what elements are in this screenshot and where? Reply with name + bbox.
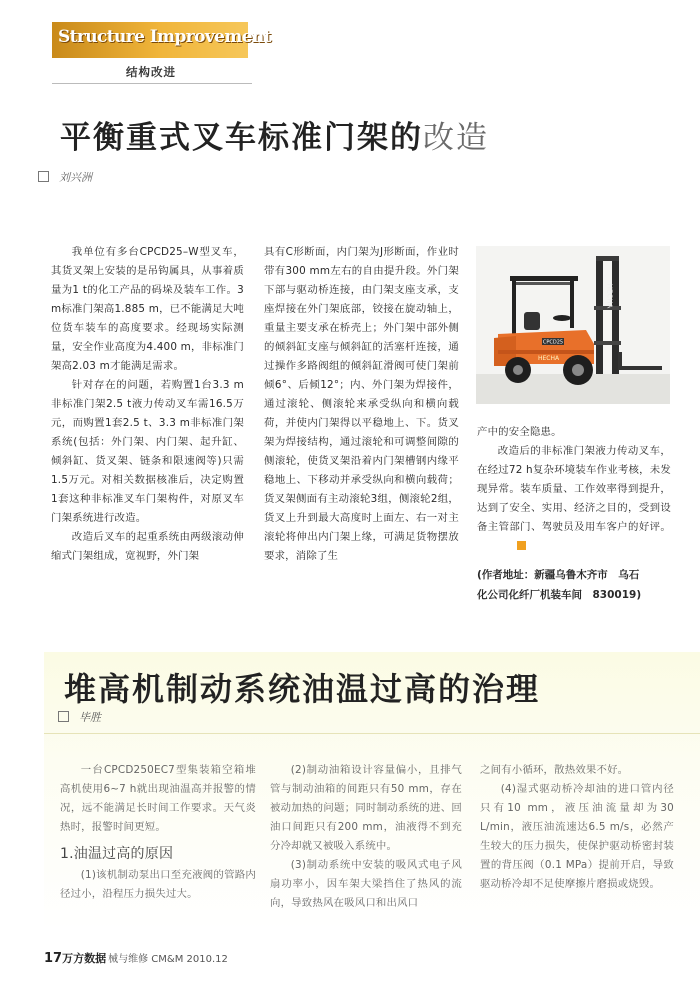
section-banner-title: Structure Improvement [58, 27, 271, 47]
page-footer [44, 950, 228, 966]
paragraph: 产中的安全隐患。 [477, 426, 562, 438]
paragraph: (3)制动系统中安装的吸风式电子风扇功率小，因车架大梁挡住了热风的流向，导致热风在吸风口和出风口 [270, 859, 462, 909]
article1-title [60, 112, 489, 157]
paragraph: 具有C形断面，内门架为J形断面，作业时带有300 mm左右的自由提升段。外门架下部与驱动桥连接，由门架支座支承，支座焊接在外门架底部，铰接在旋动轴上，重量主要支承在桥壳上；外门架中部外侧的倾斜缸支座与倾斜缸的活塞杆连接，通过操作多路阀组的倾斜缸滑阀可使门架前倾6°、后倾12°；内、外门架为焊接件，通过滚轮、侧滚轮来承受纵向和横向载荷，并使内门架得以平稳地上、下。货叉架为焊接结构，通过滚轮和可调整间隙的侧滚轮，使货叉架沿着内门架槽钢内缘平稳地上、下移动并承受纵向和横向载荷；货叉架侧面有主动滚轮3组，侧滚轮2组，货叉上升到最大高度时上面左、右一对主滚轮将伸出内门架上缘，可满足货物摆放要求，消除了生 [264, 246, 459, 562]
watermark: 万方数据 [62, 952, 107, 965]
subheading: 1.油温过高的原因 [60, 846, 174, 862]
paragraph: (1)该机制动泵出口至充液阀的管路内径过小，沿程压力损失过大。 [60, 869, 256, 900]
article2-author [58, 709, 101, 725]
author-address [477, 565, 677, 605]
article2-author-name: 毕胜 [79, 711, 101, 724]
article1-column-3 [477, 423, 671, 556]
article1-column-1 [51, 243, 244, 566]
journal-name: 械与维修 [108, 954, 149, 965]
end-mark-icon [517, 541, 526, 550]
article2-column-3 [480, 761, 674, 894]
article1-author-name: 刘兴洲 [59, 171, 92, 184]
journal-code: CM&M [151, 954, 184, 965]
article1-column-2 [264, 243, 459, 566]
paragraph: (4)湿式驱动桥冷却油的进口管内径只有10 mm，液压油流量却为30 L/min，液压油流速达6.5 m/s，必然产生较大的压力损失，使保护驱动桥密封装置的背压阀（0.1 MPa）提前开启，导致驱动桥冷却不足使摩擦片磨损或烧毁。 [480, 783, 674, 890]
page-number: 17 [44, 951, 63, 966]
model-plate-text: CPCD25 [542, 339, 564, 346]
square-bullet-icon [38, 171, 49, 182]
article1-title-main: 平衡重式叉车标准门架的 [60, 120, 423, 156]
address-line: 化公司化纤厂机装车间 830019) [477, 589, 642, 601]
paragraph: 我单位有多台CPCD25–W型叉车，其货叉架上安装的是吊钩属具，从事着质量为1 t的化工产品的码垛及装车工作。3 m标准门架高1.885 m，已不能满足大吨位货车装车的高度要求。经现场实际测量，安全作业高度为4.400 m，非标准门架高2.03 m才能满足需求。 [51, 246, 244, 372]
forklift-photo [476, 246, 670, 404]
article2-column-2 [270, 761, 462, 913]
paragraph [477, 442, 671, 556]
article1-author [38, 169, 92, 185]
section-label: 结构改进 [126, 65, 176, 79]
paragraph: (2)制动油箱设计容量偏小，且排气管与制动油箱的间距只有50 mm，存在被动加热的问题；同时制动系统的进、回油口间距只有200 mm，油液得不到充分冷却就又被吸入系统中。 [270, 764, 462, 852]
paragraph: 改造后叉车的起重系统由两级滚动伸缩式门架组成，宽视野，外门架 [51, 531, 244, 562]
article2-divider [44, 733, 700, 734]
article1-title-tail: 改造 [423, 120, 489, 156]
article2-column-1 [60, 761, 256, 904]
paragraph: 之间有小循环，散热效果不好。 [480, 764, 629, 776]
journal-issue: 2010.12 [186, 954, 228, 965]
mast-brand-text: HECHA [605, 283, 614, 309]
article2-title: 堆高机制动系统油温过高的治理 [64, 670, 541, 708]
paragraph: 一台CPCD250EC7型集装箱空箱堆高机使用6~7 h就出现油温高并报警的情况，远不能满足长时间工作要求。天气炎热时，报警时间更短。 [60, 764, 256, 833]
address-line: (作者地址：新疆乌鲁木齐市 乌石 [477, 569, 640, 581]
body-brand-text: HECHA [538, 355, 560, 362]
square-bullet-icon [58, 711, 69, 722]
banner-divider [52, 83, 252, 84]
paragraph: 针对存在的问题，若购置1台3.3 m非标准门架2.5 t液力传动叉车需16.5万元，而购置1套2.5 t、3.3 m非标准门架系统(包括：外门架、内门架、起升缸、倾斜缸、货叉架、链条和限速阀等)只需1.5万元。对相关数据核准后，决定购置1套这种非标准叉车门架构件，对原叉车门架系统进行改造。 [51, 379, 244, 524]
paragraph-text: 改造后的非标准门架液力传动叉车，在经过72 h复杂环境装车作业考核，未发现异常。装车质量、工作效率得到提升，达到了安全、实用、经济之目的，受到设备主管部门、驾驶员及用车客户的好评。 [477, 445, 671, 533]
